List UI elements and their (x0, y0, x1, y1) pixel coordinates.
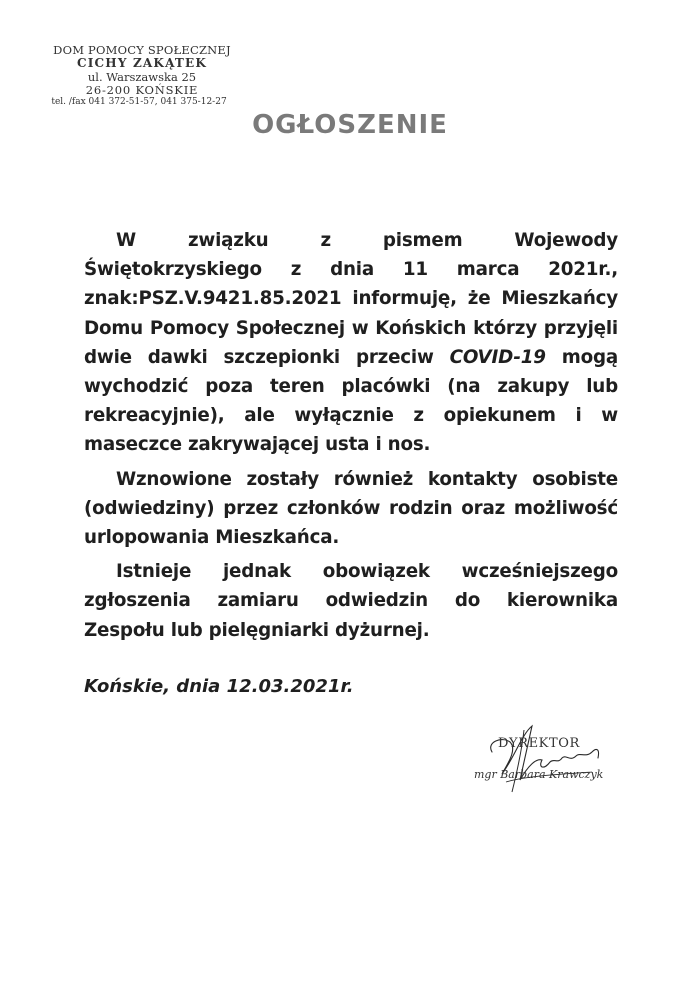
stamp-line: tel. /fax 041 372-51-57, 041 375-12-27 (51, 97, 227, 108)
paragraph-text: mogą wychodzić poza teren placówki (na zakupy lub rekreacyjnie), ale wyłącznie z opiekunem i w maseczce zakrywającej usta i nos. (84, 346, 618, 456)
stamp-line: 26-200 KOŃSKIE (85, 83, 199, 98)
director-signature-stamp (462, 718, 632, 798)
signature-title: DYREKTOR (498, 736, 580, 751)
paragraph: Wznowione zostały również kontakty osobiste (odwiedziny) przez członków rodzin oraz możliwość urlopowania Mieszkańca. (84, 468, 618, 549)
paragraph-text: W związku z pismem Wojewody Świętokrzyskiego z dnia 11 marca 2021r., znak:PSZ.V.9421.85.2021 informuję, że Mieszkańcy Domu Pomocy Społecznej w Końskich którzy przyjęli dwie dawki szczepionki przeciw (84, 230, 618, 368)
document-title: OGŁOSZENIE (252, 110, 448, 140)
institution-stamp (52, 44, 232, 108)
document-body (84, 226, 618, 645)
signature-name: mgr Barbara Krawczyk (474, 768, 604, 781)
stamp-line: DOM POMOCY SPOŁECZNEJ (53, 43, 231, 57)
paragraph: Istnieje jednak obowiązek wcześniejszego zgłoszenia zamiaru odwiedzin do kierownika Zespołu lub pielęgniarki dyżurnej. (84, 561, 618, 641)
stamp-line: CICHY ZAKĄTEK (76, 56, 208, 71)
stamp-line: ul. Warszawska 25 (87, 70, 197, 85)
emphasis-text: COVID-19 (449, 346, 546, 368)
handwritten-signature-icon (462, 718, 632, 798)
date-place: Końskie, dnia 12.03.2021r. (84, 676, 354, 697)
paragraph (84, 226, 618, 460)
